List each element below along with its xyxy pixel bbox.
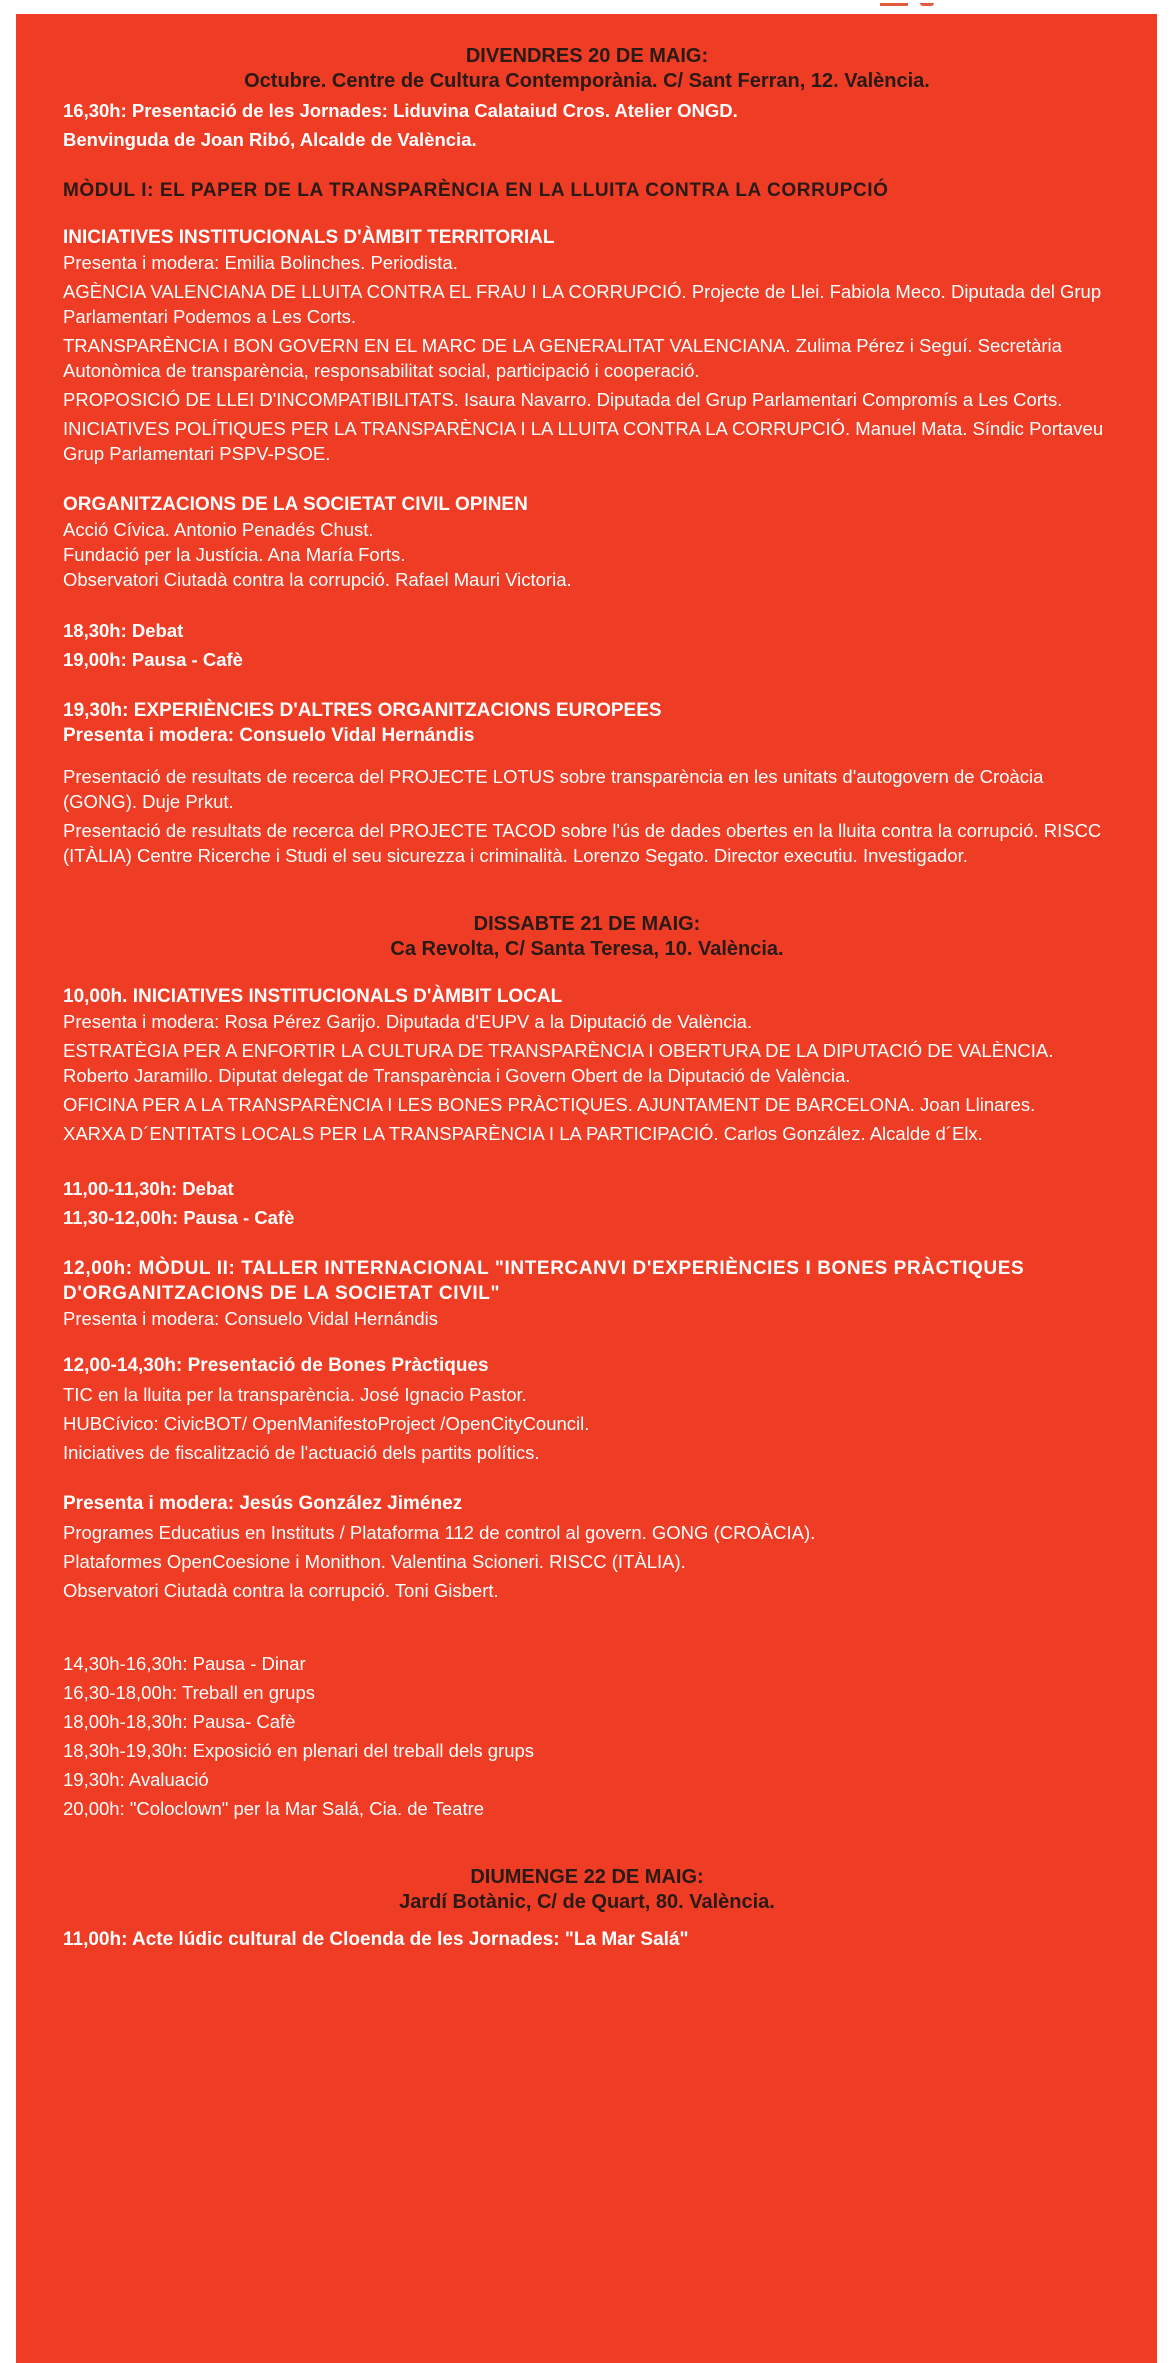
list-item: AGÈNCIA VALENCIANA DE LLUITA CONTRA EL FRAU I LA CORRUPCIÓ. Projecte de Llei. Fabiola Meco. Diputada del Grup Parlamentari Podemos a Les Corts.: [63, 281, 1102, 327]
list-item: XARXA D´ENTITATS LOCALS PER LA TRANSPARÈNCIA I LA PARTICIPACIÓ. Carlos González. Alcalde d´Elx.: [63, 1123, 983, 1144]
list-item: Programes Educatius en Instituts / Plataforma 112 de control al govern. GONG (CROÀCIA).: [63, 1522, 816, 1543]
section-territorial-title: INICIATIVES INSTITUCIONALS D'ÀMBIT TERRITORIAL: [63, 227, 555, 248]
top-strip: [0, 0, 1173, 14]
day1-debate: 18,30h: Debat: [63, 620, 184, 641]
list-item: OFICINA PER A LA TRANSPARÈNCIA I LES BONES PRÀCTIQUES. AJUNTAMENT DE BARCELONA. Joan Llinares.: [63, 1094, 1036, 1115]
module2-title: 12,00h: MÒDUL II: TALLER INTERNACIONAL "INTERCANVI D'EXPERIÈNCIES I BONES PRÀCTIQUES D'ORGANITZACIONS DE LA SOCIETAT CIVIL": [63, 1258, 1025, 1304]
day3-date: DIUMENGE 22 DE MAIG:: [470, 1866, 704, 1888]
schedule-item: 14,30h-16,30h: Pausa - Dinar: [63, 1653, 306, 1674]
day3-header: [63, 1865, 1111, 1915]
day2-header: [63, 912, 1111, 962]
day1-header: [63, 44, 1111, 94]
list-item: Plataformes OpenCoesione i Monithon. Valentina Scioneri. RISCC (ITÀLIA).: [63, 1551, 686, 1572]
day2-venue: Ca Revolta, C/ Santa Teresa, 10. València.: [390, 938, 784, 960]
list-item: TRANSPARÈNCIA I BON GOVERN EN EL MARC DE LA GENERALITAT VALENCIANA. Zulima Pérez i Seguí. Secretària Autonòmica de transparència, responsabilitat social, participació i cooperació.: [63, 335, 1062, 381]
practices2-moderator: Presenta i modera: Jesús González Jiménez: [63, 1493, 463, 1514]
practices-title: 12,00-14,30h: Presentació de Bones Pràctiques: [63, 1355, 489, 1376]
schedule-item: 18,00h-18,30h: Pausa- Cafè: [63, 1711, 296, 1732]
schedule-item: 16,30-18,00h: Treball en grups: [63, 1682, 315, 1703]
module2-moderator: Presenta i modera: Consuelo Vidal Hernándis: [63, 1308, 439, 1329]
list-item: Presentació de resultats de recerca del PROJECTE TACOD sobre l'ús de dades obertes en la lluita contra la corrupció. RISCC (ITÀLIA) Centre Ricerche i Studi el seu sicurezza i criminalità. Lorenzo Segato. Director executiu. Investigador.: [63, 820, 1102, 866]
section-civil-society-title: ORGANITZACIONS DE LA SOCIETAT CIVIL OPINEN: [63, 494, 528, 515]
list-item: INICIATIVES POLÍTIQUES PER LA TRANSPARÈNCIA I LA LLUITA CONTRA LA CORRUPCIÓ. Manuel Mata. Síndic Portaveu Grup Parlamentari PSPV-PSOE.: [63, 418, 1104, 464]
list-item: ESTRATÈGIA PER A ENFORTIR LA CULTURA DE TRANSPARÈNCIA I OBERTURA DE LA DIPUTACIÓ DE VALÈNCIA. Roberto Jaramillo. Diputat delegat de Transparència i Govern Obert de la Diputació de València.: [63, 1040, 1054, 1086]
schedule-item: 20,00h: "Coloclown" per la Mar Salá, Cia. de Teatre: [63, 1798, 485, 1819]
day2-date: DISSABTE 21 DE MAIG:: [473, 913, 701, 935]
section-european-title: 19,30h: EXPERIÈNCIES D'ALTRES ORGANITZACIONS EUROPEES: [63, 700, 662, 721]
day2-debate: 11,00-11,30h: Debat: [63, 1178, 234, 1199]
section-territorial-moderator: Presenta i modera: Emilia Bolinches. Periodista.: [63, 252, 458, 273]
day1-venue: Octubre. Centre de Cultura Contemporània. C/ Sant Ferran, 12. València.: [244, 70, 930, 92]
list-item: HUBCívico: CivicBOT/ OpenManifestoProject /OpenCityCouncil.: [63, 1413, 590, 1434]
list-item: Fundació per la Justícia. Ana María Forts.: [63, 544, 406, 565]
schedule-item: 19,30h: Avaluació: [63, 1769, 209, 1790]
section-local-moderator: Presenta i modera: Rosa Pérez Garijo. Diputada d'EUPV a la Diputació de València.: [63, 1011, 753, 1032]
day1-date: DIVENDRES 20 DE MAIG:: [465, 45, 709, 67]
day1-intro-welcome: Benvinguda de Joan Ribó, Alcalde de València.: [63, 129, 477, 150]
list-item: PROPOSICIÓ DE LLEI D'INCOMPATIBILITATS. Isaura Navarro. Diputada del Grup Parlamentari Compromís a Les Corts.: [63, 389, 1063, 410]
list-item: Acció Cívica. Antonio Penadés Chust.: [63, 519, 374, 540]
module1-title: MÒDUL I: EL PAPER DE LA TRANSPARÈNCIA EN LA LLUITA CONTRA LA CORRUPCIÓ: [63, 180, 889, 201]
day1-pause: 19,00h: Pausa - Cafè: [63, 649, 243, 670]
day2-pause: 11,30-12,00h: Pausa - Cafè: [63, 1207, 295, 1228]
schedule-item: 18,30h-19,30h: Exposició en plenari del treball dels grups: [63, 1740, 535, 1761]
list-item: Iniciatives de fiscalització de l'actuació dels partits polítics.: [63, 1442, 540, 1463]
day1-intro-presentation: 16,30h: Presentació de les Jornades: Liduvina Calataiud Cros. Atelier ONGD.: [63, 100, 738, 121]
list-item: TIC en la lluita per la transparència. José Ignacio Pastor.: [63, 1384, 527, 1405]
section-european-moderator: Presenta i modera: Consuelo Vidal Hernándis: [63, 725, 475, 746]
section-local-title: 10,00h. INICIATIVES INSTITUCIONALS D'ÀMBIT LOCAL: [63, 986, 563, 1007]
logo-fragment: [880, 0, 940, 6]
program-poster: [16, 14, 1157, 2363]
list-item: Presentació de resultats de recerca del PROJECTE LOTUS sobre transparència en les unitats d'autogovern de Croàcia (GONG). Duje Prkut.: [63, 766, 1044, 812]
list-item: Observatori Ciutadà contra la corrupció. Toni Gisbert.: [63, 1580, 499, 1601]
day3-closing: 11,00h: Acte lúdic cultural de Cloenda de les Jornades: "La Mar Salá": [63, 1929, 689, 1950]
list-item: Observatori Ciutadà contra la corrupció. Rafael Mauri Victoria.: [63, 569, 572, 590]
day3-venue: Jardí Botànic, C/ de Quart, 80. València.: [399, 1891, 775, 1913]
